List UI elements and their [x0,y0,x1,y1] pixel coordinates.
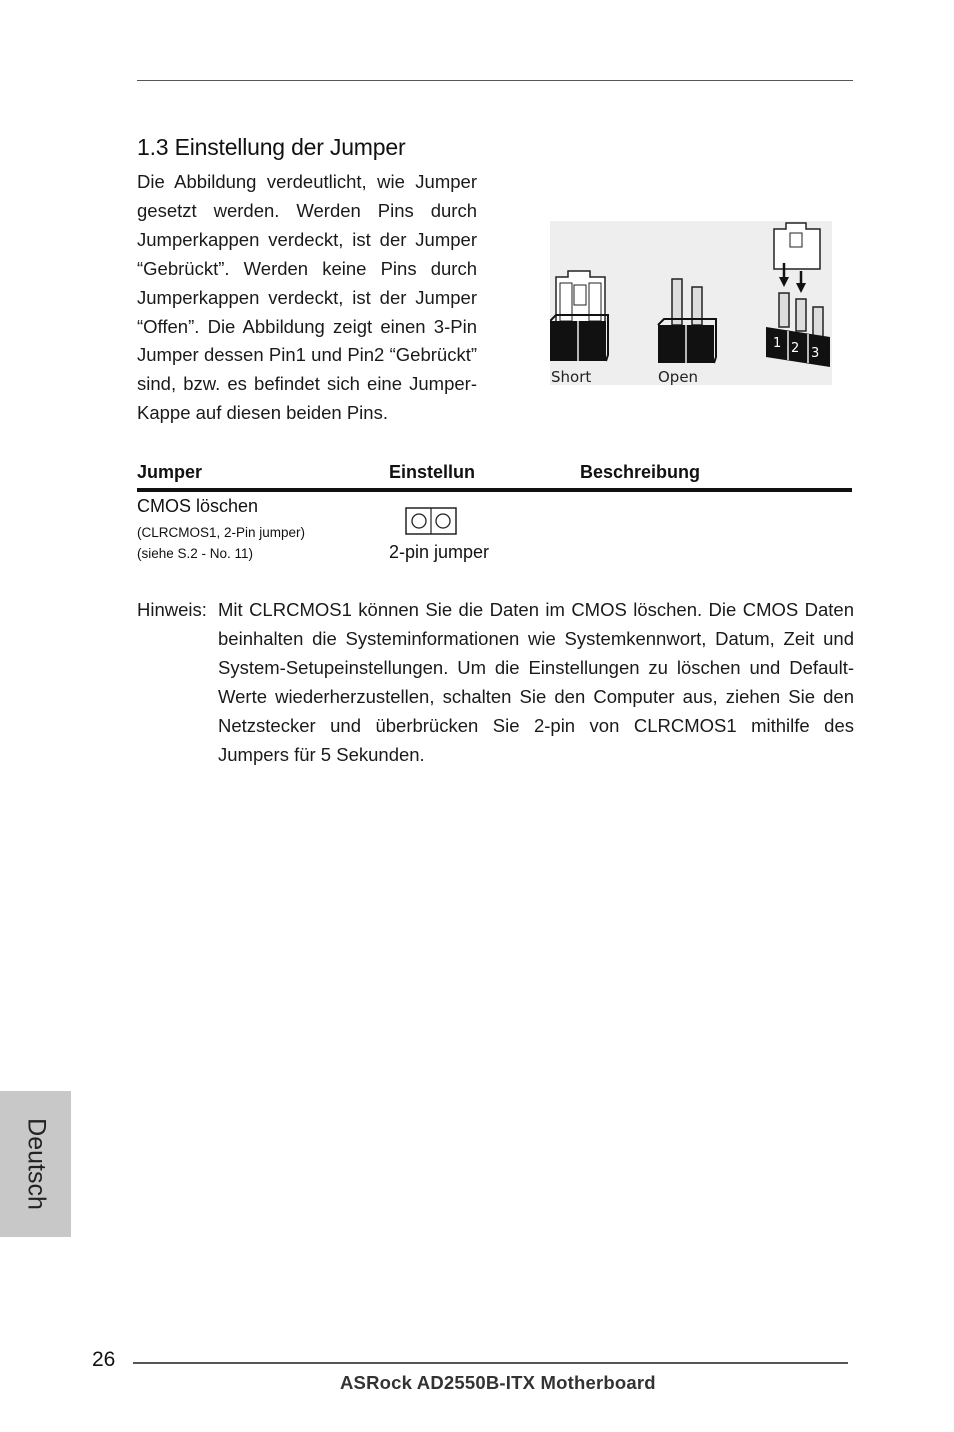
intro-paragraph: Die Abbildung verdeutlicht, wie Jumper gesetzt werden. Werden Pins durch Jumperkappen verdeckt, ist der Jumper “Gebrückt”. Werden keine Pins durch Jumperkappen verdeckt, ist der Jumper “Offen”. Die Abbildung zeigt einen 3-Pin Jumper dessen Pin1 und Pin2 “Gebrückt” sind, bzw. es befindet sich eine Jumper-Kappe auf diesen beiden Pins. [137,171,477,424]
header-jumper: Jumper [137,462,203,482]
header-beschreibung: Beschreibung [580,462,701,482]
short-jumper-diagram [550,271,608,385]
row-jumper-ref: (siehe S.2 - No. 11) [137,546,254,561]
open-jumper-diagram [658,279,716,385]
pin-2-label: 2 [791,341,800,356]
note-text: Mit CLRCMOS1 können Sie die Daten im CMOS löschen. Die CMOS Daten beinhalten die Systeminformationen wie Systemkennwort, Datum, Zeit und System-Setupeinstellungen. Um die Einstellungen zu löschen und Default-Werte wiederherzustellen, schalten Sie den Computer aus, ziehen Sie den Netzstecker und überbrücken Sie 2-pin von CLRCMOS1 mithilfe des Jumpers für 5 Sekunden. [218,599,854,765]
row-jumper-id: (CLRCMOS1, 2-Pin jumper) [137,525,306,540]
footer-product: ASRock AD2550B-ITX Motherboard [340,1372,656,1393]
note-label: Hinweis: [137,599,207,620]
pin-3-label: 3 [811,346,820,361]
three-pin-jumper-diagram [766,223,830,367]
footer-rule [133,1362,848,1364]
language-tab-label: Deutsch [22,1118,50,1210]
table-header-rule [137,488,852,492]
two-pin-jumper-icon [405,507,457,535]
header-rule [137,80,853,81]
page-number: 26 [92,1348,116,1371]
jumper-illustration [550,221,832,385]
row-jumper-name: CMOS löschen [137,496,259,516]
short-label: Short [551,368,592,385]
section-title: 1.3 Einstellung der Jumper [137,134,406,160]
language-tab [0,1091,71,1237]
setting-label: 2-pin jumper [389,542,490,562]
open-label: Open [658,368,699,385]
header-einstellung: Einstellun [389,462,476,482]
pin-1-label: 1 [773,336,782,351]
